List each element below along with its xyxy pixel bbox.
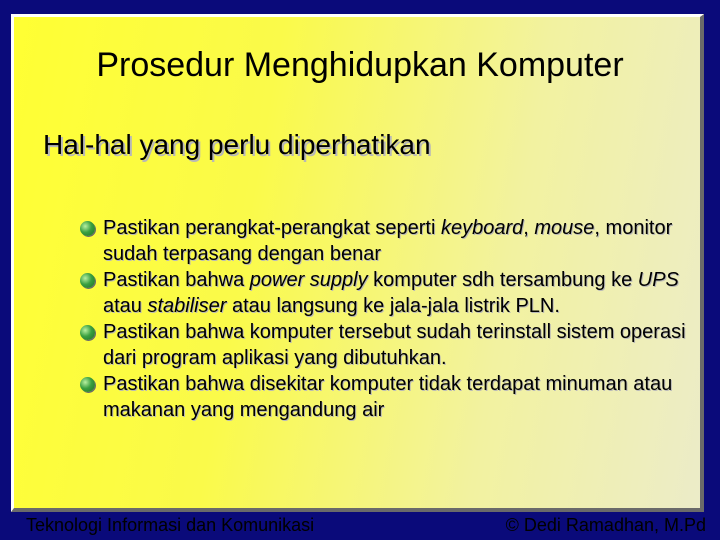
bullet-text: atau [103,295,148,317]
green-sphere-bullet-icon [80,221,95,236]
footer-bar [0,512,720,540]
bullet-text: power supply [249,269,368,291]
footer-author: © Dedi Ramadhan, M.Pd [505,515,706,535]
bullet-text: komputer sdh tersambung ke [367,269,638,291]
bullet-text: stabiliser [147,295,227,317]
bullet-text: Pastikan perangkat-perangkat seperti [103,217,441,239]
footer-course: Teknologi Informasi dan Komunikasi [26,515,315,535]
green-sphere-bullet-icon [80,273,95,288]
bullet-text: Pastikan bahwa disekitar komputer tidak terdapat minuman atau makanan yang mengandung air [103,373,673,421]
green-sphere-bullet-icon [80,325,95,340]
slide-subtitle: Hal-hal yang perlu diperhatikan [43,129,431,160]
bullet-text: UPS [637,269,679,291]
bullet-text: , [523,217,535,239]
bullet-item [80,267,690,319]
bullet-item [80,371,690,423]
bullet-item [80,319,690,371]
green-sphere-bullet-icon [80,377,95,392]
bullet-text: Pastikan bahwa komputer tersebut sudah terinstall sistem operasi dari program aplikasi yang dibutuhkan. [103,321,686,369]
bullet-list [80,215,690,423]
bullet-text: mouse [534,217,595,239]
bullet-item [80,215,690,267]
bullet-text: atau langsung ke jala-jala listrik PLN. [226,295,560,317]
bullet-text: Pastikan bahwa [103,269,250,291]
bullet-text: , monitor sudah terpasang dengan benar [103,217,673,265]
bullet-text: keyboard [440,217,524,239]
slide-title: Prosedur Menghidupkan Komputer [96,46,624,84]
